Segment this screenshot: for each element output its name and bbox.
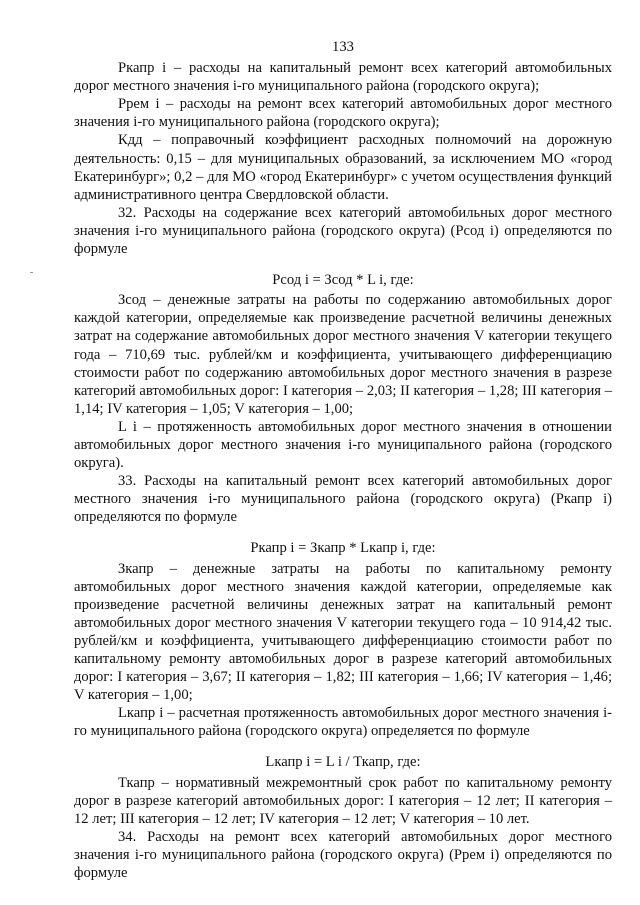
paragraph-tkapr-definition: Ткапр – нормативный межремонтный срок работ по капитальному ремонту дорог в разрезе категорий автомобильных дорог: I категория – 12 лет; II категория – 12 лет; III категория – 12 лет; IV категория – 12 лет; V категория – 10 лет. xyxy=(74,774,612,827)
document-page xyxy=(74,38,612,882)
page-number: 133 xyxy=(332,39,354,55)
paragraph-33: 33. Расходы на капитальный ремонт всех категорий автомобильных дорог местного значения i-го муниципального района (городского округа) (Ркапр i) определяются по формуле xyxy=(74,473,612,526)
paragraph-rrem-definition: Ррем i – расходы на ремонт всех категорий автомобильных дорог местного значения i-го муниципального района (городского округа); xyxy=(74,96,612,131)
paragraph-zsod-definition: Зсод – денежные затраты на работы по содержанию автомобильных дорог каждой категории, определяемые как произведение расчетной величины денежных затрат на содержание автомобильных дорог местного значения V категории текущего года – 710,69 тыс. рублей/км и коэффициента, учитывающего дифференциацию стоимости работ по содержанию автомобильных дорог местного значения в разрезе категорий автомобильных дорог: I категория – 2,03; II категория – 1,28; III категория – 1,14; IV категория – 1,05; V категория – 1,00; xyxy=(74,292,612,417)
paragraph-34: 34. Расходы на ремонт всех категорий автомобильных дорог местного значения i-го муниципального района (городского округа) (Ррем i) определяются по формуле xyxy=(74,828,612,882)
paragraph-32: 32. Расходы на содержание всех категорий автомобильных дорог местного значения i-го муниципального района (городского округа) (Рсод i) определяются по формуле xyxy=(74,204,612,258)
formula-rsod: Рсод i = Зсод * L i, где: xyxy=(272,272,414,289)
formula-rkapr: Ркапр i = Зкапр * Lкапр i, где: xyxy=(250,540,436,557)
paragraph-li-definition: L i – протяженность автомобильных дорог местного значения в отношении автомобильных дорог местного значения i-го муниципального района (городского округа). xyxy=(74,418,612,472)
paragraph-lkapr-definition: Lкапр i – расчетная протяженность автомобильных дорог местного значения i-го муниципального района (городского округа) определяется по формуле xyxy=(74,705,612,740)
formula-lkapr: Lкапр i = L i / Ткапр, где: xyxy=(265,754,421,771)
margin-mark xyxy=(30,272,33,273)
paragraph-zkapr-definition: Зкапр – денежные затраты на работы по капитальному ремонту автомобильных дорог местного значения каждой категории, определяемые как произведение расчетной величины денежных затрат на капитальный ремонт автомобильных дорог местного значения V категории текущего года – 10 914,42 тыс. рублей/км и коэффициента, учитывающего дифференциацию стоимости работ по капитальному ремонту автомобильных дорог в разрезе категорий автомобильных дорог: I категория – 3,67; II категория – 1,82; III категория – 1,66; IV категория – 1,46; V категория – 1,00; xyxy=(74,560,612,704)
paragraph-rkapr-definition: Ркапр i – расходы на капитальный ремонт всех категорий автомобильных дорог местного значения i-го муниципального района (городского округа); xyxy=(74,60,612,95)
paragraph-kdd-definition: Кдд – поправочный коэффициент расходных полномочий на дорожную деятельность: 0,15 – для муниципальных образований, за исключением МО «город Екатеринбург»; 0,2 – для МО «город Екатеринбург» с учетом осуществления функций административного центра Свердловской области. xyxy=(74,132,612,203)
